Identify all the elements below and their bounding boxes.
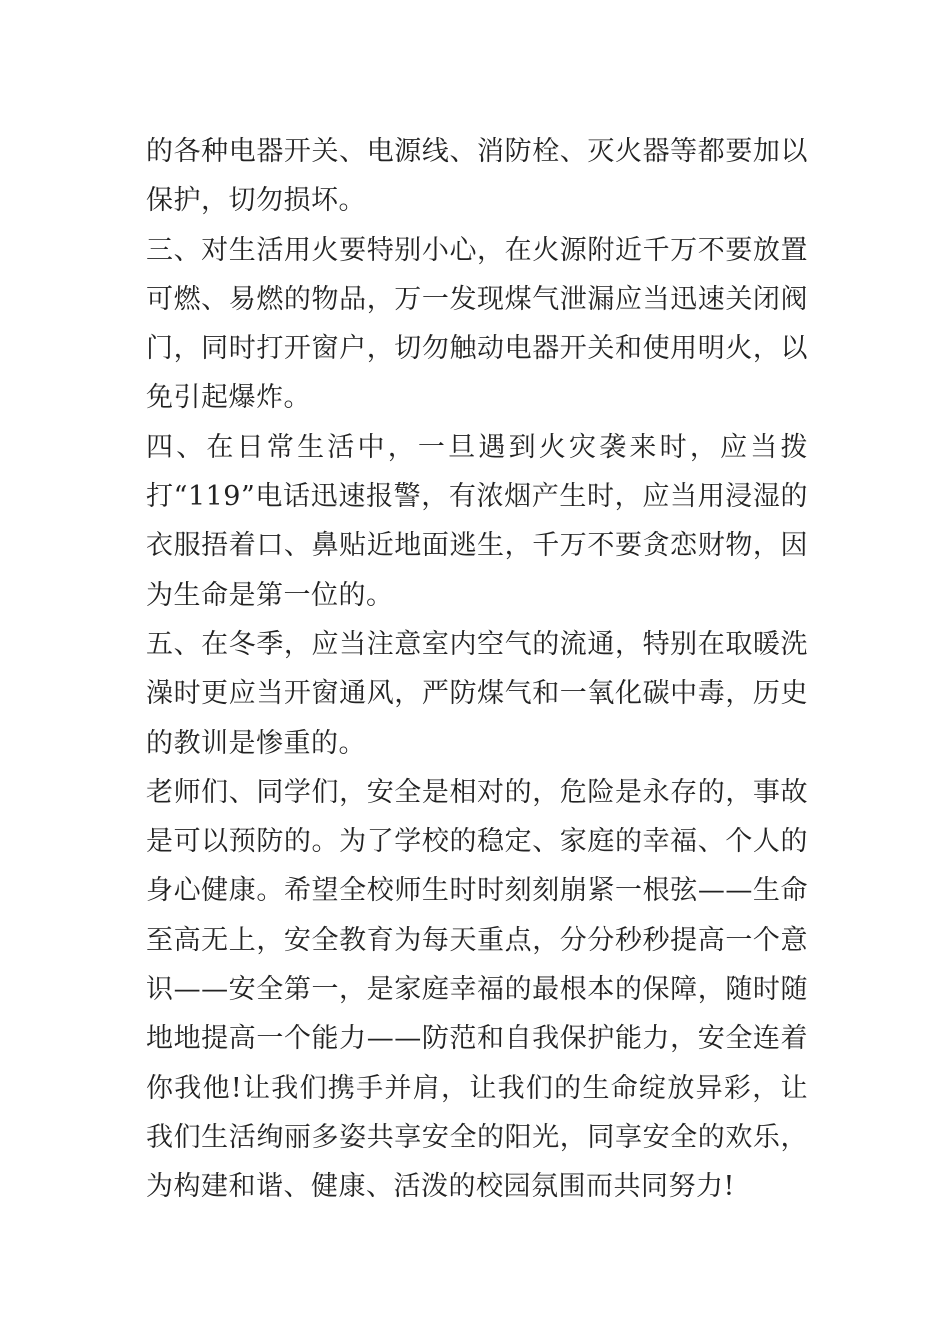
paragraph-closing-appeal: 老师们、同学们，安全是相对的，危险是永存的，事故是可以预防的。为了学校的稳定、家庭的幸福、个人的身心健康。希望全校师生时时刻刻崩紧一根弦——生命至高无上，安全教育为每天重点，分分秒秒提高一个意识——安全第一，是家庭幸福的最根本的保障，随时随地地提高一个能力——防范和自我保护能力，安全连着你我他!让我们携手并肩，让我们的生命绽放异彩，让我们生活绚丽多姿共享安全的阳光，同享安全的欢乐，为构建和谐、健康、活泼的校园氛围而共同努力! — [146, 776, 808, 1203]
paragraph-fire-safety: 三、对生活用火要特别小心，在火源附近千万不要放置可燃、易燃的物品，万一发现煤气泄漏应当迅速关闭阀门，同时打开窗户，切勿触动电器开关和使用明火，以免引起爆炸。 — [146, 234, 808, 414]
paragraph-winter-ventilation: 五、在冬季，应当注意室内空气的流通，特别在取暖洗澡时更应当开窗通风，严防煤气和一氧化碳中毒，历史的教训是惨重的。 — [146, 628, 808, 759]
paragraph-fire-emergency: 四、在日常生活中，一旦遇到火灾袭来时，应当拨打“119”电话迅速报警，有浓烟产生时，应当用浸湿的衣服捂着口、鼻贴近地面逃生，千万不要贪恋财物，因为生命是第一位的。 — [146, 431, 808, 611]
paragraph-device-protection: 的各种电器开关、电源线、消防栓、灭火器等都要加以保护，切勿损坏。 — [146, 136, 808, 217]
document-body — [146, 127, 808, 1212]
